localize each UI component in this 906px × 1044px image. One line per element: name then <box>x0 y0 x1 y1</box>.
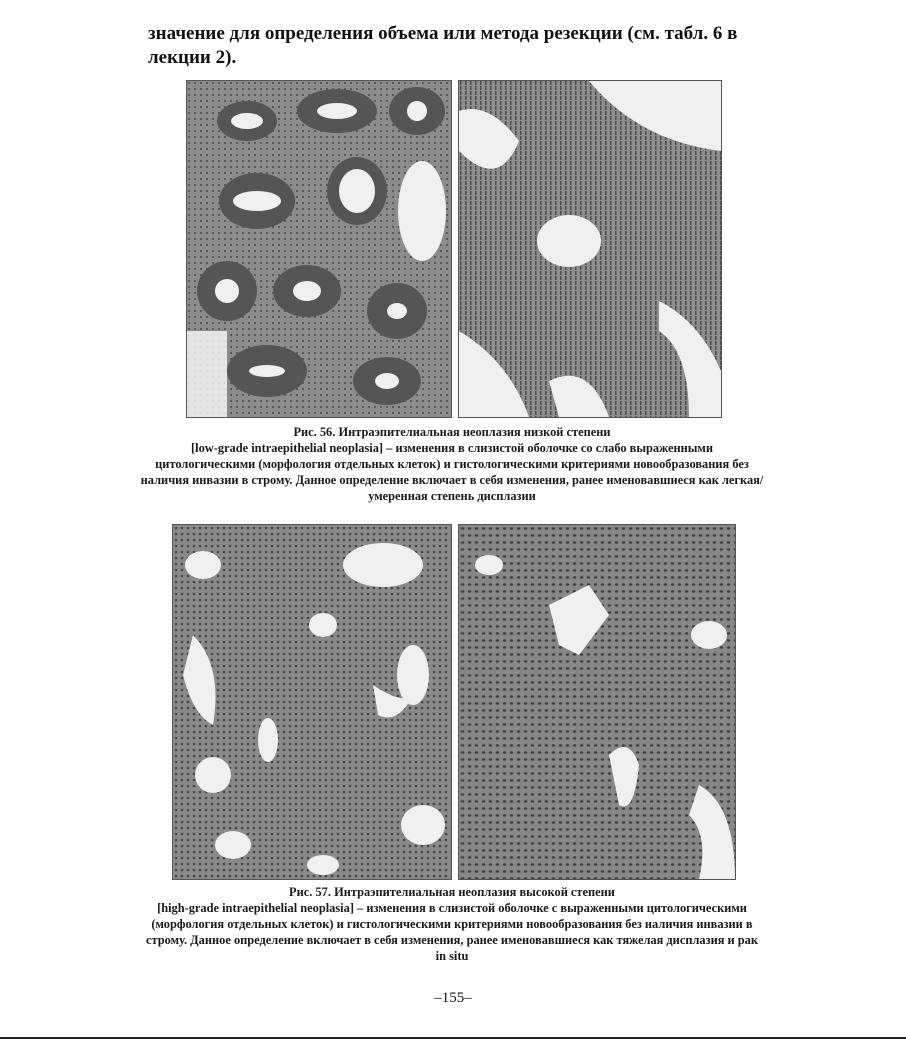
figure-56-micrograph-left <box>186 80 452 418</box>
figure-56-title: Интраэпителиальная неоплазия низкой степени <box>338 425 611 439</box>
figure-56-label: Рис. 56. <box>293 425 336 439</box>
bottom-rule <box>0 1037 906 1039</box>
figure-57-body: [high-grade intraepithelial neoplasia] – изменения в слизистой оболочке с выраженными цитологическими (морфология отдельных клеток) и гистологическими критериями новообразования без наличия инвазии в строму. Данное определение включает в себя изменения, ранее именовавшиеся как тяжелая дисплазия и рак in situ <box>145 901 758 963</box>
page-number: –155– <box>434 990 472 1006</box>
figure-57-title: Интраэпителиальная неоплазия высокой степени <box>334 885 615 899</box>
intro-paragraph: значение для определения объема или метода резекции (см. табл. 6 в лекции 2). <box>148 23 738 68</box>
figure-56-micrograph-right <box>458 80 722 418</box>
figure-57-micrograph-right <box>458 524 736 880</box>
figure-57-caption <box>140 884 764 964</box>
figure-56-caption <box>140 424 764 504</box>
figure-56-body: [low-grade intraepithelial neoplasia] – изменения в слизистой оболочке со слабо выраженными цитологическими (морфология отдельных клеток) и гистологическими критериями новообразования без наличия инвазии в строму. Данное определение включает в себя изменения, ранее именовавшиеся как легкая/умеренная степень дисплазии <box>140 441 764 503</box>
figure-57-micrograph-left <box>172 524 452 880</box>
figure-57-label: Рис. 57. <box>289 885 331 899</box>
